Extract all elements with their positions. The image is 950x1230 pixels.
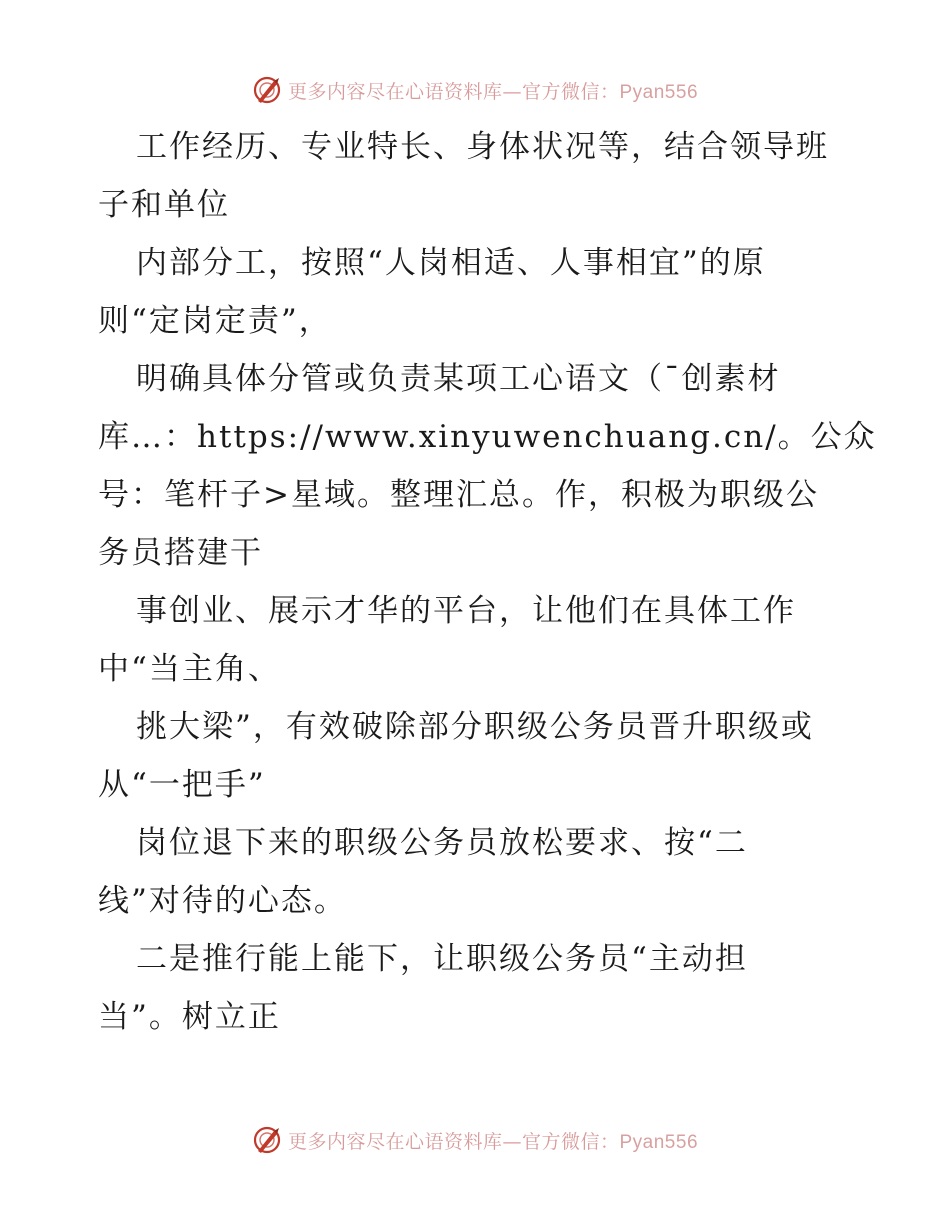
footer-banner-label: 更多内容尽在心语资料库—官方微信： [287, 1130, 620, 1153]
header-banner [0, 70, 950, 110]
body-line: 二是推行能上能下，让职级公务员“主动担 [136, 941, 748, 977]
body-line: 挑大梁”，有效破除部分职级公务员晋升职级或 [136, 709, 814, 745]
body-line: 子和单位 [98, 187, 230, 223]
footer-banner-text [288, 1127, 698, 1154]
body-line: 当”。树立正 [98, 999, 281, 1035]
pen-logo-icon [252, 75, 282, 105]
body-line: 岗位退下来的职级公务员放松要求、按“二 [136, 825, 748, 861]
body-line: 则“定岗定责”， [98, 303, 332, 339]
body-line: 工作经历、专业特长、身体状况等，结合领导班 [136, 129, 829, 165]
body-line: 事创业、展示才华的平台，让他们在具体工作 [136, 593, 796, 629]
header-banner-label: 更多内容尽在心语资料库—官方微信： [287, 80, 620, 103]
body-line: 务员搭建干 [98, 535, 263, 571]
body-line: 库…：https://www.xinyuwenchuang.cn/。公众 [98, 419, 877, 455]
footer-wechat-id: Pyan556 [619, 1131, 699, 1153]
body-line: 内部分工，按照“人岗相适、人事相宜”的原 [136, 245, 766, 281]
body-line: 号：笔杆子>星域。整理汇总。作，积极为职级公 [98, 477, 819, 513]
body-line: 明确具体分管或负责某项工心语文（¯创素材 [136, 361, 781, 397]
document-body [98, 118, 877, 1046]
body-line: 线”对待的心态。 [98, 883, 347, 919]
footer-banner [0, 1120, 950, 1160]
header-wechat-id: Pyan556 [619, 81, 699, 103]
header-banner-text [288, 77, 698, 104]
body-line: 中“当主角、 [98, 651, 281, 687]
body-line: 从“一把手” [98, 767, 266, 803]
pen-logo-icon [252, 1125, 282, 1155]
